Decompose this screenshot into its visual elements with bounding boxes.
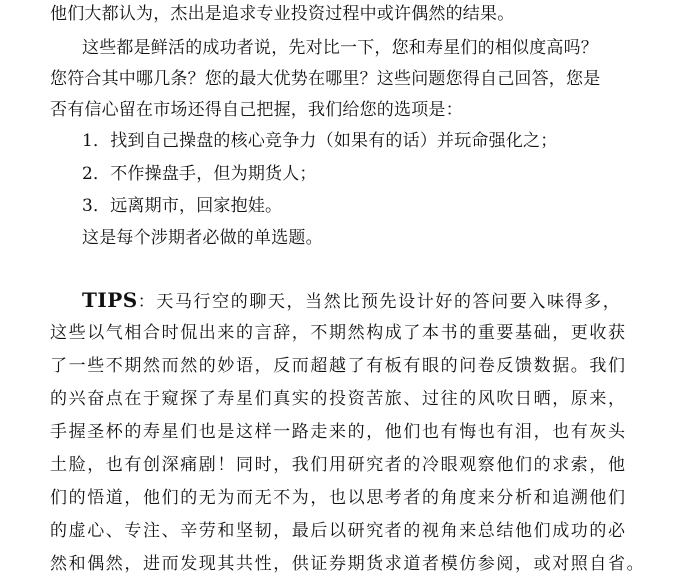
tips-first-line xyxy=(82,290,621,312)
tips-colon: ： xyxy=(137,292,157,312)
tips-line: 了一些不期然而然的妙语，反而超越了有板有眼的问卷反馈数据。我们 xyxy=(50,356,627,376)
tips-line: 然和偶然，进而发现其共性，供证券期货求道者模仿参阅，或对照自省。 xyxy=(50,554,646,574)
paragraph-line: 这些都是鲜活的成功者说，先对比一下，您和寿星们的相似度高吗？ xyxy=(82,38,598,58)
tips-line: 的兴奋点在于窥探了寿星们真实的投资苦旅、过往的风吹日晒，原来， xyxy=(50,389,627,409)
tips-line: 手握圣杯的寿星们也是这样一路走来的，他们也有悔也有泪，也有灰头 xyxy=(50,422,627,442)
tips-line: 们的悟道，他们的无为而无不为，也以思考者的角度来分析和追溯他们 xyxy=(50,488,627,508)
paragraph-line: 他们大都认为，杰出是追求专业投资过程中或许偶然的结果。 xyxy=(50,4,515,24)
tips-line: 的虚心、专注、辛劳和坚韧，最后以研究者的视角来总结他们成功的必 xyxy=(50,521,627,541)
option-item-2: 2．不作操盘手，但为期货人； xyxy=(82,164,317,184)
option-item-3: 3．远离期市，回家抱娃。 xyxy=(82,196,283,216)
paragraph-line: 您符合其中哪几条？您的最大优势在哪里？这些问题您得自己回答，您是 xyxy=(50,69,601,89)
tips-label: TIPS xyxy=(82,288,138,312)
tips-line: 土脸，也有创深痛剧！同时，我们用研究者的冷眼观察他们的求索，他 xyxy=(50,455,627,475)
tips-first-text: 天马行空的聊天，当然比预先设计好的答问要入味得多， xyxy=(156,292,622,312)
option-item-1: 1．找到自己操盘的核心竞争力（如果有的话）并玩命强化之； xyxy=(82,131,558,151)
paragraph-line: 这是每个涉期者必做的单选题。 xyxy=(82,228,323,248)
paragraph-line: 否有信心留在市场还得自己把握，我们给您的选项是： xyxy=(50,100,463,120)
tips-line: 这些以气相合时侃出来的言辞，不期然构成了本书的重要基础，更收获 xyxy=(50,323,627,343)
